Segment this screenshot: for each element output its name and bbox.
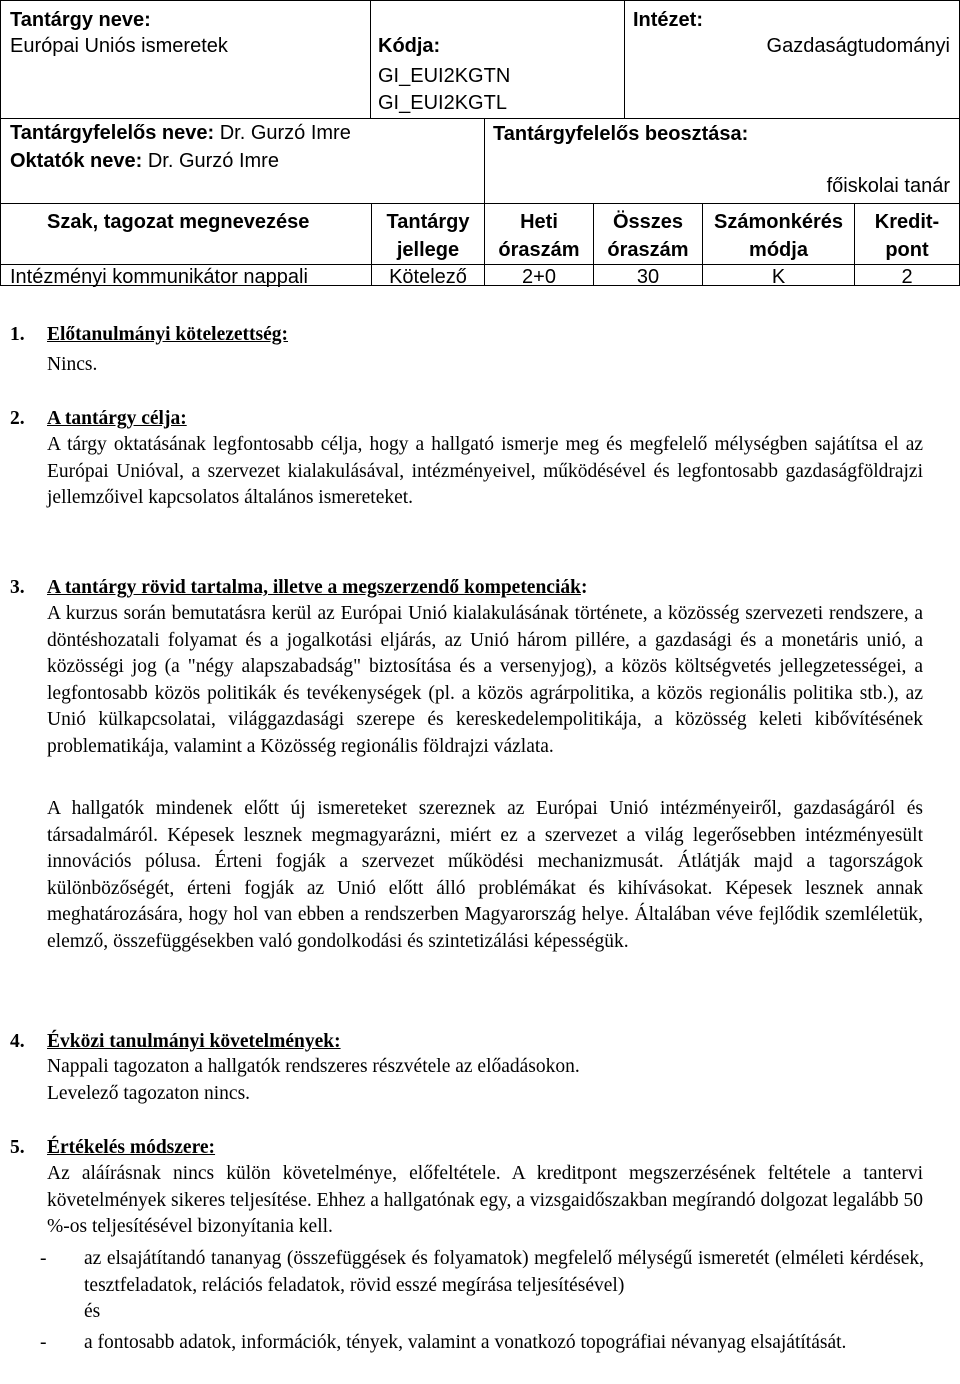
section-line: és a versenyjog), a közös költségvetés jellegzetességei, a legfontosabb közös politikák és [47,656,923,704]
section-line: szervezeti rendszere, a döntéshozatali folyamat és a jogalkotási eljárás, az Unió három [47,603,924,651]
th-szak: Szak, tagozat megnevezése [47,211,310,233]
section-paragraph [47,796,923,956]
th-szamonkeres-1: Számonkérés [714,211,843,233]
responsible-label: Tantárgyfelelős neve: [10,122,215,144]
section-line: működésével és legfontosabb gazdaságföldrajzi jellemzőivel kapcsolatos általános [47,460,924,509]
bullet-text [84,1330,924,1357]
th-kredit-1: Kredit- [874,211,940,233]
section-line: mechanizmusát. Átlátják majd a tagországok különbözőségét, érteni fogják az Unió előtt [47,851,924,899]
subject-name: Európai Uniós ismeretek [10,35,228,57]
bullet-line: és [84,1301,101,1322]
instructors-line [10,149,279,173]
bullet-marker: - [40,1248,47,1269]
th-heti-2: óraszám [498,239,580,261]
section-line: külkapcsolatai, világgazdasági szerepe és kereskedelempolitikája, a közösség keleti [98,709,803,731]
section-line: Nincs. [47,354,98,375]
instructors-label: Oktatók neve: [10,150,143,172]
bullet-line: elsajátítását. [750,1332,847,1353]
section-number: 1. [10,324,25,345]
th-jelleg-2: jellege [396,239,460,261]
responsible-name: Dr. Gurzó Imre [219,122,351,144]
section-line: pillére, a gazdasági és a monetáris unió, a közösségi jog (a "négy alapszabadság" biztosítása [47,629,923,678]
section-number: 2. [10,408,25,429]
section-line: tevékenységek (pl. a közös agrárpolitika, a közös regionális politika stb.), az Unió [47,682,923,731]
bullet-text [84,1246,924,1299]
td-kredit: 2 [901,266,913,288]
bullet-marker: - [40,1332,47,1353]
section-line: ebben a rendszerben Magyarország helye. Általában véve fejlődik szemléletük, elemző, [47,904,923,952]
section-line: Nappali tagozaton a hallgatók rendszeres részvétele az előadásokon. [47,1056,580,1077]
section-line: A tárgy oktatásának legfontosabb célja, hogy a hallgató ismerje meg és megfelelő [47,434,708,455]
td-szak: Intézményi kommunikátor nappali [10,266,308,288]
subject-header-table [0,0,960,286]
th-kredit-2: pont [885,239,929,261]
section-title-line [47,575,923,602]
section-line: világ legerősebben intézményesült innovációs pólusa. Érteni fogják a szervezet működési [47,824,924,873]
code-label: Kódja: [378,35,441,57]
section-line: Az aláírásnak nincs külön követelménye, előfeltétele. A kreditpont megszerzésének feltétele [47,1163,831,1184]
bullet-line: a fontosabb adatok, információk, tények, valamint a vonatkozó topográfiai névanyag [84,1332,746,1353]
position-label: Tantárgyfelelős beosztása: [493,123,749,145]
section-line: a tantervi követelmények sikeres teljesítése. Ehhez a hallgatónak egy, a vizsgaidőszakban [47,1163,923,1211]
institute-label: Intézet: [633,9,703,31]
section-line: A kurzus során bemutatásra kerül az Európai Unió kialakulásának története, a közösség [47,603,740,624]
section-line: mélységben sajátítsa el az Európai Unióval, a szervezet kialakulásával, intézményeivel, [47,434,924,482]
th-heti-1: Heti [520,211,558,233]
td-osszes: 30 [636,266,660,288]
section-number: 5. [10,1137,25,1158]
section-line: összefüggésekben való gondolkodási és szintetizálási képességük. [113,930,629,952]
position-value: főiskolai tanár [826,175,950,197]
code-2: GI_EUI2KGTL [378,92,507,114]
instructors-name: Dr. Gurzó Imre [147,150,279,172]
section-line: A hallgatók mindenek előtt új ismereteket szereznek az Európai Unió intézményeiről, [47,798,782,819]
th-szamonkeres-2: módja [749,239,808,261]
section-paragraph [47,432,923,512]
section-line: Levelező tagozaton nincs. [47,1083,251,1104]
section-line: ismereteket. [318,487,414,509]
section-title-suffix: : [580,577,588,598]
section-line: álló problémákat és kihívásokat. Képesek lesznek annak meghatározására, hogy hol van [47,877,923,926]
section-title: A tantárgy célja: [47,408,187,429]
section-paragraph [47,601,923,761]
bullet-line: az elsajátítandó tananyag (összefüggések és folyamatok) megfelelő mélységű ismeretét [84,1248,770,1269]
section-title: Előtanulmányi kötelezettség: [47,324,289,345]
th-osszes-2: óraszám [607,239,689,261]
td-szamonkeres: K [771,266,786,288]
section-paragraph [47,1161,923,1241]
section-line: kibővítésének problematikája, valamint a Közösség regionális földrajzi vázlata. [47,709,924,757]
section-line: megírandó dolgozat legalább 50 %-os teljesítésével bizonyítania kell. [47,1189,924,1238]
section-title: Értékelés módszere: [47,1137,216,1158]
section-title: Évközi tanulmányi követelmények: [47,1031,341,1052]
code-1: GI_EUI2KGTN [378,65,511,87]
td-heti: 2+0 [522,266,556,288]
subject-name-label: Tantárgy neve: [10,9,151,31]
th-osszes-1: Összes [612,211,684,233]
td-jelleg: Kötelező [389,266,467,288]
responsible-line [10,121,351,145]
bullet-line: (elméleti kérdések, tesztfeladatok, relációs feladatok, rövid esszé megírása teljesítésével) [84,1248,924,1296]
institute-name: Gazdaságtudományi [766,35,950,57]
section-number: 3. [10,577,25,598]
section-number: 4. [10,1031,25,1052]
section-line: gazdaságáról és társadalmáról. Képesek lesznek megmagyarázni, miért ez a szervezet a [47,798,923,846]
th-jelleg-1: Tantárgy [386,211,470,233]
section-title: A tantárgy rövid tartalma, illetve a megszerzendő kompetenciák [47,577,581,598]
